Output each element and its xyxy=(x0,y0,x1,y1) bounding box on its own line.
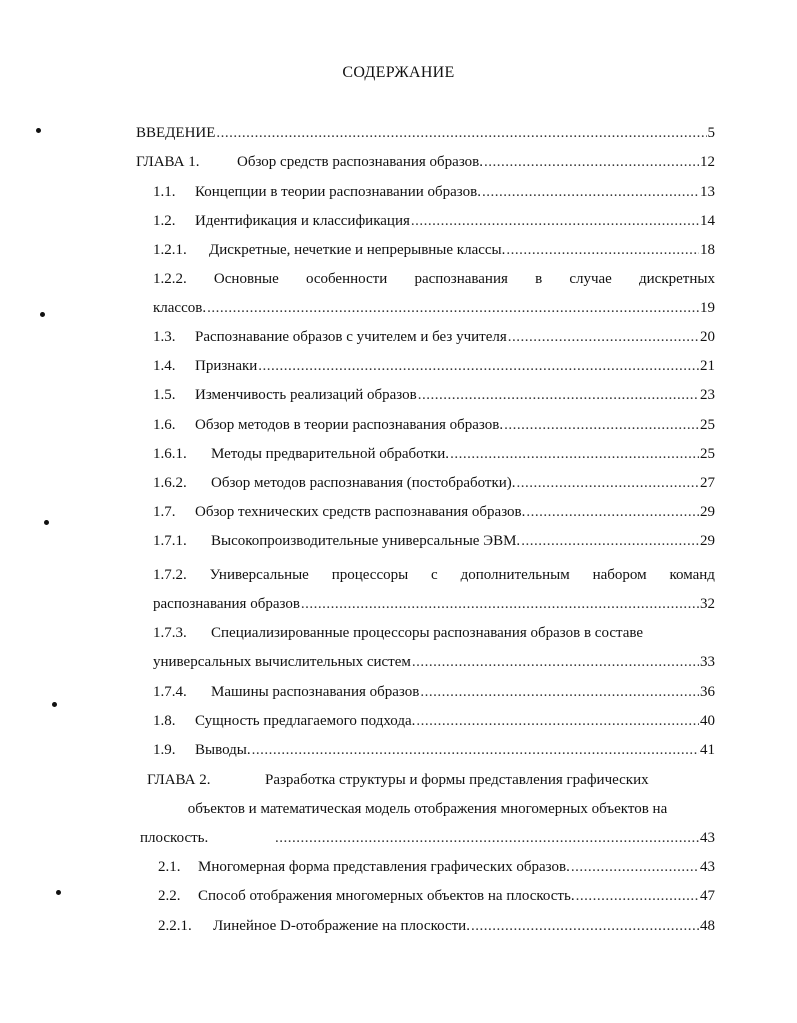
toc-word: дискретных xyxy=(639,271,715,287)
toc-entry[interactable] xyxy=(136,151,715,173)
toc-leader xyxy=(412,651,699,673)
toc-leader xyxy=(252,739,699,761)
toc-page-number: 29 xyxy=(700,504,715,520)
toc-page-number: 43 xyxy=(700,859,715,875)
toc-entry[interactable] xyxy=(153,501,715,523)
toc-entry-line2[interactable] xyxy=(153,297,715,319)
margin-dot xyxy=(56,890,61,895)
toc-entry-number: 1.4. xyxy=(153,358,176,374)
toc-leader xyxy=(526,501,699,523)
page-title: СОДЕРЖАНИЕ xyxy=(342,64,455,81)
toc-page-number: 29 xyxy=(700,533,715,549)
toc-entry-text: Идентификация и классификация xyxy=(195,213,410,229)
toc-entry-number: 1.2. xyxy=(153,213,176,229)
toc-entry-line1[interactable] xyxy=(153,268,715,290)
toc-entry[interactable] xyxy=(153,681,715,703)
toc-entry[interactable] xyxy=(153,530,715,552)
toc-leader xyxy=(301,593,699,615)
toc-leader xyxy=(420,681,699,703)
toc-entry-text: классов. xyxy=(153,300,207,316)
toc-word: случае xyxy=(569,271,612,287)
toc-entry[interactable] xyxy=(153,384,715,406)
toc-leader xyxy=(207,297,699,319)
toc-page-number: 5 xyxy=(707,125,715,141)
toc-leader xyxy=(521,530,699,552)
toc-entry-text: Линейное D-отображение на плоскости. xyxy=(213,918,470,934)
toc-word: с xyxy=(431,567,438,583)
toc-entry-text: Дискретные, нечеткие и непрерывные классы. xyxy=(209,242,506,258)
toc-entry-text: Разработка структуры и формы представления графических xyxy=(265,772,649,788)
toc-entry[interactable] xyxy=(153,326,715,348)
toc-entry-text: Высокопроизводительные универсальные ЭВМ. xyxy=(211,533,521,549)
toc-entry-number: 1.8. xyxy=(153,713,176,729)
toc-word: Основные xyxy=(213,271,279,287)
toc-word: распознавания xyxy=(414,271,508,287)
toc-page-number: 23 xyxy=(700,387,715,403)
toc-entry-text: Обзор методов в теории распознавания образов. xyxy=(195,417,504,433)
toc-entry[interactable] xyxy=(153,443,715,465)
toc-entry-text: Способ отображения многомерных объектов на плоскость. xyxy=(198,888,575,904)
toc-entry-text: Обзор средств распознавания образов. xyxy=(237,154,484,170)
toc-entry-text: Специализированные процессоры распознавания образов в составе xyxy=(211,625,644,641)
toc-word: команд xyxy=(669,567,715,583)
toc-page-number: 40 xyxy=(700,713,715,729)
toc-entry-text: плоскость. xyxy=(140,830,209,846)
toc-entry-number: 1.6.2. xyxy=(153,475,187,491)
margin-dot xyxy=(52,702,57,707)
toc-entry-line3[interactable] xyxy=(140,827,715,849)
toc-page-number: 18 xyxy=(700,242,715,258)
toc-entry[interactable] xyxy=(153,472,715,494)
toc-page-number: 25 xyxy=(700,446,715,462)
toc-page-number: 20 xyxy=(700,329,715,345)
toc-leader xyxy=(571,856,699,878)
toc-leader xyxy=(504,414,699,436)
toc-entry[interactable] xyxy=(153,210,715,232)
toc-entry-text: Концепции в теории распознавании образов. xyxy=(195,184,481,200)
toc-entry[interactable] xyxy=(153,181,715,203)
toc-entry-text: Выводы. xyxy=(195,742,251,758)
toc-entry-text: Многомерная форма представления графических образов. xyxy=(198,859,570,875)
toc-entry-number: 1.7.2. xyxy=(153,567,187,583)
toc-leader xyxy=(216,122,706,144)
toc-page-number: 14 xyxy=(700,213,715,229)
toc-entry-number: 1.7.3. xyxy=(153,625,187,641)
toc-word: процессоры xyxy=(331,567,409,583)
toc-page-number: 48 xyxy=(700,918,715,934)
toc-entry-line1[interactable] xyxy=(153,622,715,644)
toc-entry-number: 1.2.2. xyxy=(153,271,187,287)
toc-page-number: 36 xyxy=(700,684,715,700)
toc-page-number: 43 xyxy=(700,830,715,846)
toc-entry-line2[interactable] xyxy=(153,593,715,615)
toc-entry-number: 2.2. xyxy=(158,888,181,904)
toc-entry-text: Обзор методов распознавания (постобработки). xyxy=(211,475,516,491)
toc-entry[interactable] xyxy=(153,355,715,377)
margin-dot xyxy=(40,312,45,317)
toc-entry-number: 1.7.1. xyxy=(153,533,187,549)
toc-leader xyxy=(471,915,699,937)
toc-entry-number: 2.2.1. xyxy=(158,918,192,934)
toc-word: в xyxy=(535,271,543,287)
toc-word: набором xyxy=(592,567,647,583)
margin-dot xyxy=(44,520,49,525)
toc-entry-number: 1.9. xyxy=(153,742,176,758)
toc-page-number: 27 xyxy=(700,475,715,491)
toc-leader xyxy=(411,210,699,232)
toc-entry[interactable] xyxy=(153,710,715,732)
toc-entry[interactable] xyxy=(153,239,715,261)
toc-leader xyxy=(508,326,699,348)
toc-entry-number: ГЛАВА 2. xyxy=(147,772,211,788)
toc-entry-number: 1.5. xyxy=(153,387,176,403)
toc-entry-text: распознавания образов xyxy=(153,596,300,612)
toc-page-number: 33 xyxy=(700,654,715,670)
toc-page-number: 12 xyxy=(700,154,715,170)
margin-dot xyxy=(36,128,41,133)
toc-leader xyxy=(258,355,699,377)
toc-entry-number: 1.6. xyxy=(153,417,176,433)
toc-leader xyxy=(484,151,699,173)
toc-entry[interactable] xyxy=(158,885,715,907)
toc-entry[interactable] xyxy=(158,856,715,878)
toc-entry-text: универсальных вычислительных систем xyxy=(153,654,411,670)
toc-entry-text: Методы предварительной обработки. xyxy=(211,446,450,462)
toc-page-number: 19 xyxy=(700,300,715,316)
toc-leader xyxy=(416,710,699,732)
toc-entry-line1[interactable] xyxy=(153,564,715,586)
toc-entry-text: Распознавание образов с учителем и без учителя xyxy=(195,329,507,345)
toc-entry-number: 1.7.4. xyxy=(153,684,187,700)
toc-entry-text: Обзор технических средств распознавания образов. xyxy=(195,504,526,520)
toc-entry[interactable] xyxy=(136,122,715,144)
toc-page-number: 13 xyxy=(700,184,715,200)
toc-word: дополнительным xyxy=(460,567,570,583)
toc-word: Универсальные xyxy=(209,567,309,583)
toc-entry-text: Изменчивость реализаций образов xyxy=(195,387,417,403)
toc-entry[interactable] xyxy=(153,414,715,436)
toc-entry-number: 1.1. xyxy=(153,184,176,200)
toc-entry-line1[interactable] xyxy=(147,769,715,791)
toc-leader xyxy=(275,827,699,849)
toc-entry-text: ВВЕДЕНИЕ xyxy=(136,125,216,141)
toc-entry-number: 1.3. xyxy=(153,329,176,345)
toc-entry-text: Машины распознавания образов xyxy=(211,684,420,700)
toc-entry[interactable] xyxy=(158,915,715,937)
toc-page-number: 32 xyxy=(700,596,715,612)
toc-entry-number: 1.6.1. xyxy=(153,446,187,462)
toc-page-number: 25 xyxy=(700,417,715,433)
toc-entry-number: ГЛАВА 1. xyxy=(136,154,200,170)
toc-entry-number: 1.2.1. xyxy=(153,242,187,258)
toc-entry-line2[interactable] xyxy=(153,651,715,673)
toc-page-number: 47 xyxy=(700,888,715,904)
toc-word: особенности xyxy=(305,271,388,287)
toc-entry-text: Сущность предлагаемого подхода. xyxy=(195,713,416,729)
toc-leader xyxy=(482,181,699,203)
toc-leader xyxy=(418,384,699,406)
toc-leader xyxy=(517,472,699,494)
toc-leader xyxy=(450,443,699,465)
toc-entry-number: 2.1. xyxy=(158,859,181,875)
toc-leader xyxy=(576,885,699,907)
toc-entry-text: Признаки xyxy=(195,358,258,374)
toc-entry-number: 1.7. xyxy=(153,504,176,520)
toc-entry-line2[interactable]: объектов и математическая модель отображения многомерных объектов на xyxy=(187,801,668,817)
toc-page-number: 41 xyxy=(700,742,715,758)
toc-leader xyxy=(506,239,699,261)
toc-entry[interactable] xyxy=(153,739,715,761)
toc-page-number: 21 xyxy=(700,358,715,374)
